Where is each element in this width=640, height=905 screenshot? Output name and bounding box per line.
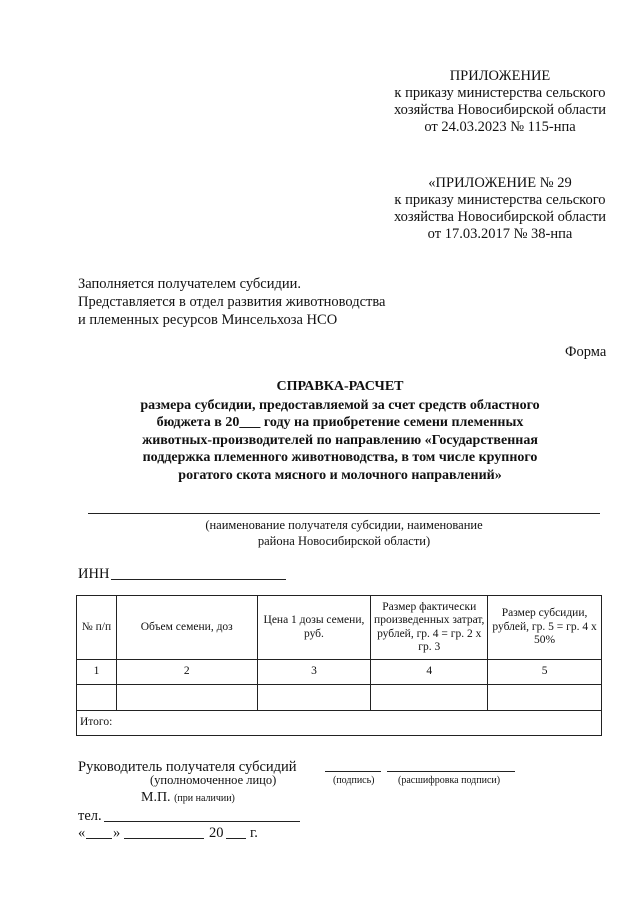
document-title: СПРАВКА-РАСЧЕТ bbox=[276, 379, 404, 394]
head-label: Руководитель получателя субсидий bbox=[78, 759, 297, 775]
heading-line: рогатого скота мясного и молочного направлений» bbox=[178, 467, 502, 483]
heading-line: размера субсидии, предоставляемой за счет средств областного bbox=[140, 397, 540, 413]
instruction-line: Представляется в отдел развития животноводства bbox=[78, 294, 386, 310]
date-month-line[interactable] bbox=[124, 838, 204, 839]
table-header-row bbox=[77, 596, 602, 660]
column-number: 2 bbox=[116, 660, 257, 685]
table-total-row bbox=[77, 711, 602, 736]
header-cell: Размер фактически произведенных затрат, рублей, гр. 4 = гр. 2 x гр. 3 bbox=[371, 596, 488, 660]
appendix-title: ПРИЛОЖЕНИЕ bbox=[449, 68, 551, 84]
header-cell: Размер субсидии, рублей, гр. 5 = гр. 4 x 50% bbox=[488, 596, 602, 660]
table-row[interactable] bbox=[77, 685, 602, 711]
appendix-line: от 17.03.2017 № 38-нпа bbox=[427, 226, 573, 242]
instructions bbox=[78, 275, 385, 329]
table-cell[interactable] bbox=[488, 685, 602, 711]
year-prefix: 20 bbox=[209, 825, 224, 841]
column-number: 4 bbox=[371, 660, 488, 685]
calculation-table bbox=[76, 595, 602, 736]
recipient-name-line[interactable] bbox=[88, 513, 600, 514]
table-number-row bbox=[77, 660, 602, 685]
date-close-quote: » bbox=[113, 825, 121, 841]
decoding-line[interactable] bbox=[387, 771, 515, 772]
stamp-text: М.П. bbox=[141, 790, 171, 805]
stamp-label bbox=[141, 790, 235, 806]
date-open-quote: « bbox=[78, 825, 86, 841]
table-cell[interactable] bbox=[77, 685, 117, 711]
form-label: Форма bbox=[565, 344, 607, 360]
signature-line[interactable] bbox=[325, 771, 381, 772]
column-number: 5 bbox=[488, 660, 602, 685]
header-cell: № п/п bbox=[77, 596, 117, 660]
total-label: Итого: bbox=[77, 711, 602, 736]
appendix-line: к приказу министерства сельского bbox=[394, 85, 606, 101]
column-number: 3 bbox=[257, 660, 371, 685]
table-cell[interactable] bbox=[116, 685, 257, 711]
heading-line: животных-производителей по направлению «Государственная bbox=[142, 432, 538, 448]
column-number: 1 bbox=[77, 660, 117, 685]
phone-field-line[interactable] bbox=[104, 821, 300, 822]
instruction-line: Заполняется получателем субсидии. bbox=[78, 276, 301, 292]
decoding-caption: (расшифровка подписи) bbox=[398, 775, 501, 786]
authorized-caption: (уполномоченное лицо) bbox=[150, 773, 277, 787]
heading-line: бюджета в 20___ году на приобретение семени племенных bbox=[156, 415, 524, 430]
stamp-note: (при наличии) bbox=[174, 793, 235, 804]
appendix-header bbox=[360, 68, 640, 136]
table-cell[interactable] bbox=[257, 685, 371, 711]
appendix-line: хозяйства Новосибирской области bbox=[393, 209, 607, 225]
inn-label: ИНН bbox=[78, 566, 110, 582]
header-cell: Цена 1 дозы семени, руб. bbox=[257, 596, 371, 660]
table-cell[interactable] bbox=[371, 685, 488, 711]
appendix-line: хозяйства Новосибирской области bbox=[393, 102, 607, 118]
appendix-line: от 24.03.2023 № 115-нпа bbox=[424, 119, 576, 135]
signature-caption: (подпись) bbox=[333, 775, 375, 786]
appendix-line: к приказу министерства сельского bbox=[394, 192, 606, 208]
inn-field-line[interactable] bbox=[111, 579, 286, 580]
caption-line: района Новосибирской области) bbox=[257, 534, 431, 548]
header-cell: Объем семени, доз bbox=[116, 596, 257, 660]
appendix-title: «ПРИЛОЖЕНИЕ № 29 bbox=[428, 175, 572, 191]
phone-label: тел. bbox=[78, 808, 102, 824]
year-suffix: г. bbox=[250, 825, 258, 841]
recipient-caption bbox=[88, 517, 600, 549]
date-year-line[interactable] bbox=[226, 838, 246, 839]
appendix-29-header bbox=[360, 175, 640, 243]
caption-line: (наименование получателя субсидии, наименование bbox=[205, 518, 483, 532]
heading-line: поддержка племенного животноводства, в том числе крупного bbox=[142, 450, 538, 465]
instruction-line: и племенных ресурсов Минсельхоза НСО bbox=[78, 312, 338, 328]
date-day-line[interactable] bbox=[86, 838, 112, 839]
document-heading bbox=[30, 378, 640, 484]
